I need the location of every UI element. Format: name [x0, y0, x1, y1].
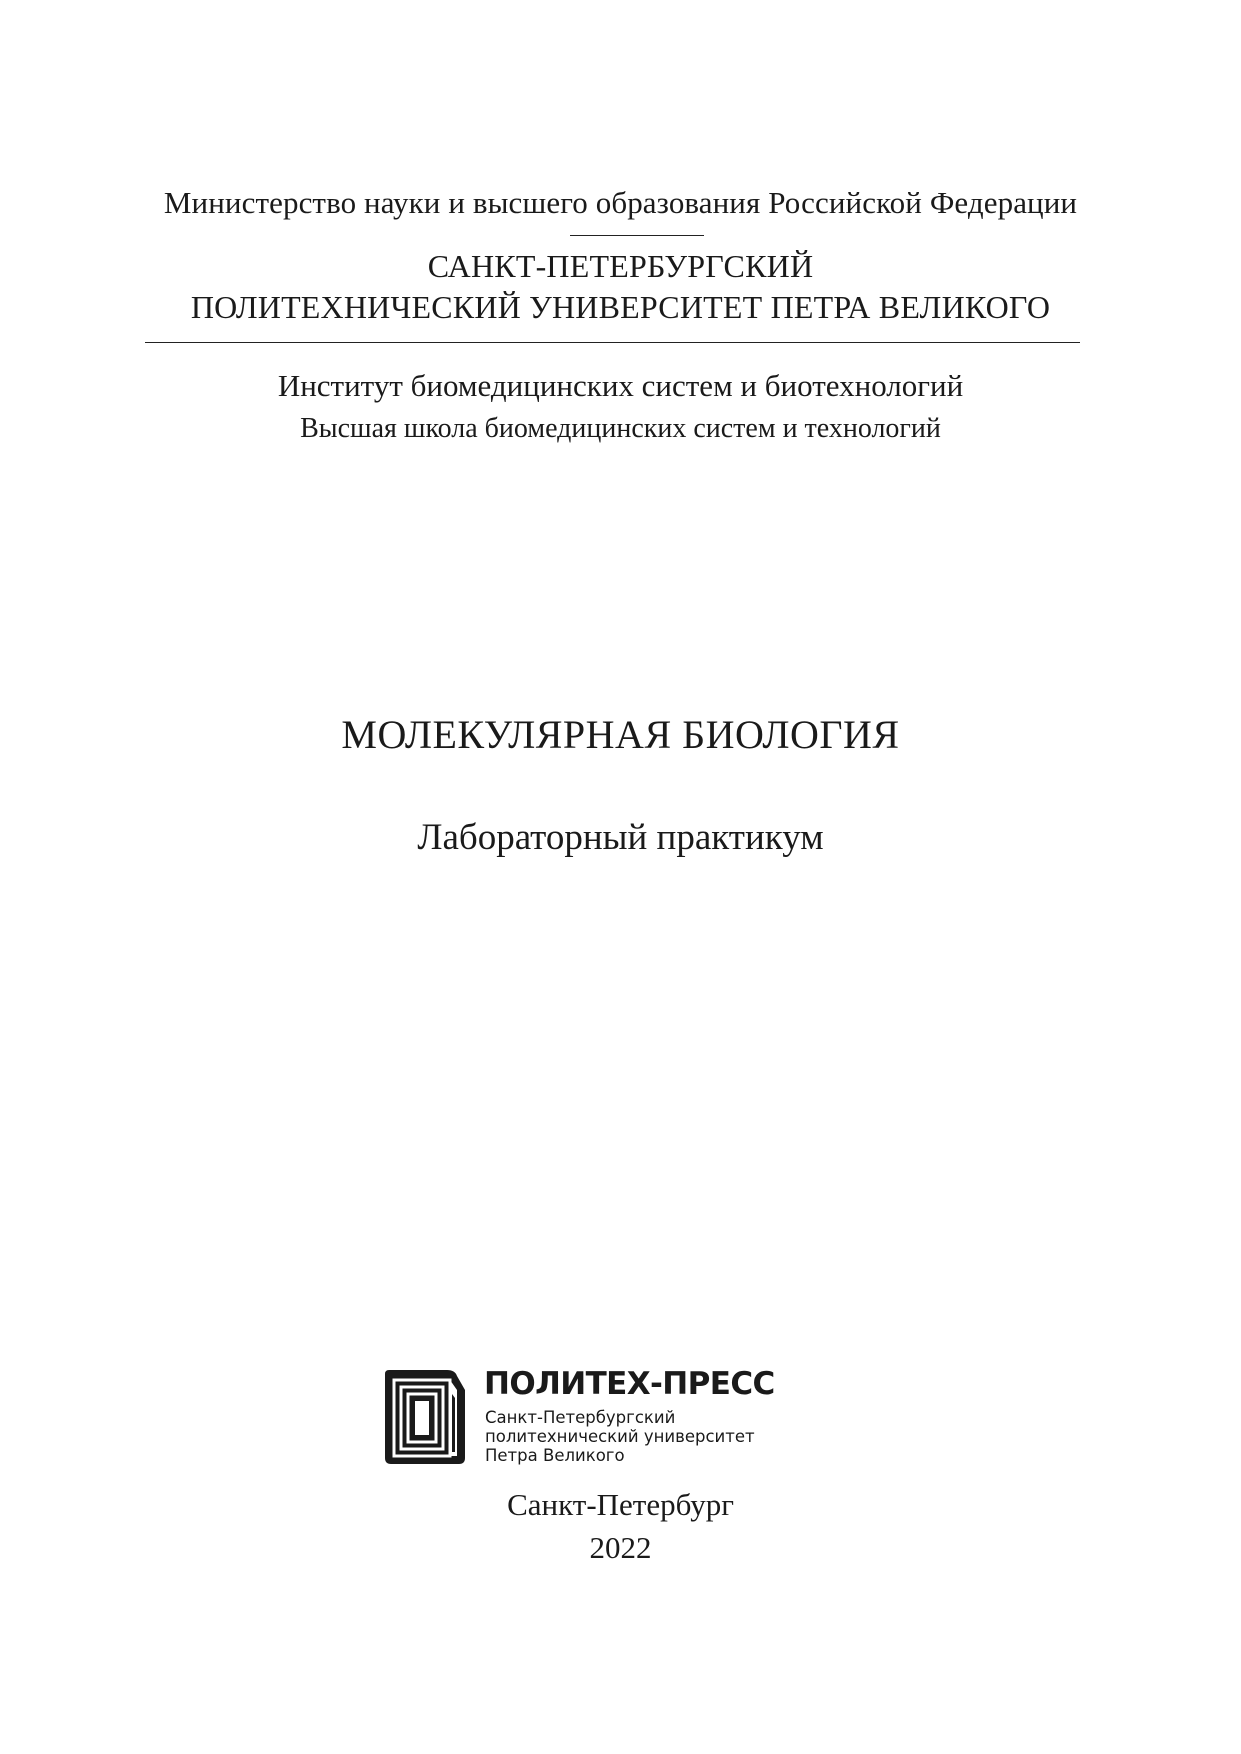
school-name: Высшая школа биомедицинских систем и технологий — [300, 413, 941, 444]
short-divider — [570, 235, 704, 236]
long-divider — [145, 342, 1080, 343]
publisher-name: ПОЛИТЕХ-ПРЕСС — [484, 1366, 775, 1402]
politeh-press-book-logo-icon — [385, 1370, 465, 1464]
imprint-city: Санкт-Петербург — [507, 1487, 734, 1522]
university-name-line-1: САНКТ-ПЕТЕРБУРГСКИЙ — [427, 248, 814, 284]
imprint-year: 2022 — [589, 1530, 652, 1565]
university-name-line-2: ПОЛИТЕХНИЧЕСКИЙ УНИВЕРСИТЕТ ПЕТРА ВЕЛИКОГО — [190, 289, 1051, 325]
institute-name: Институт биомедицинских систем и биотехнологий — [277, 368, 964, 403]
ministry-name: Министерство науки и высшего образования Российской Федерации — [163, 185, 1078, 220]
publisher-subline-3: Петра Великого — [485, 1446, 625, 1465]
book-subtitle: Лабораторный практикум — [417, 817, 824, 858]
publisher-subline-1: Санкт-Петербургский — [485, 1408, 676, 1427]
book-title: МОЛЕКУЛЯРНАЯ БИОЛОГИЯ — [341, 712, 900, 757]
publisher-subline-2: политехнический университет — [485, 1427, 755, 1446]
